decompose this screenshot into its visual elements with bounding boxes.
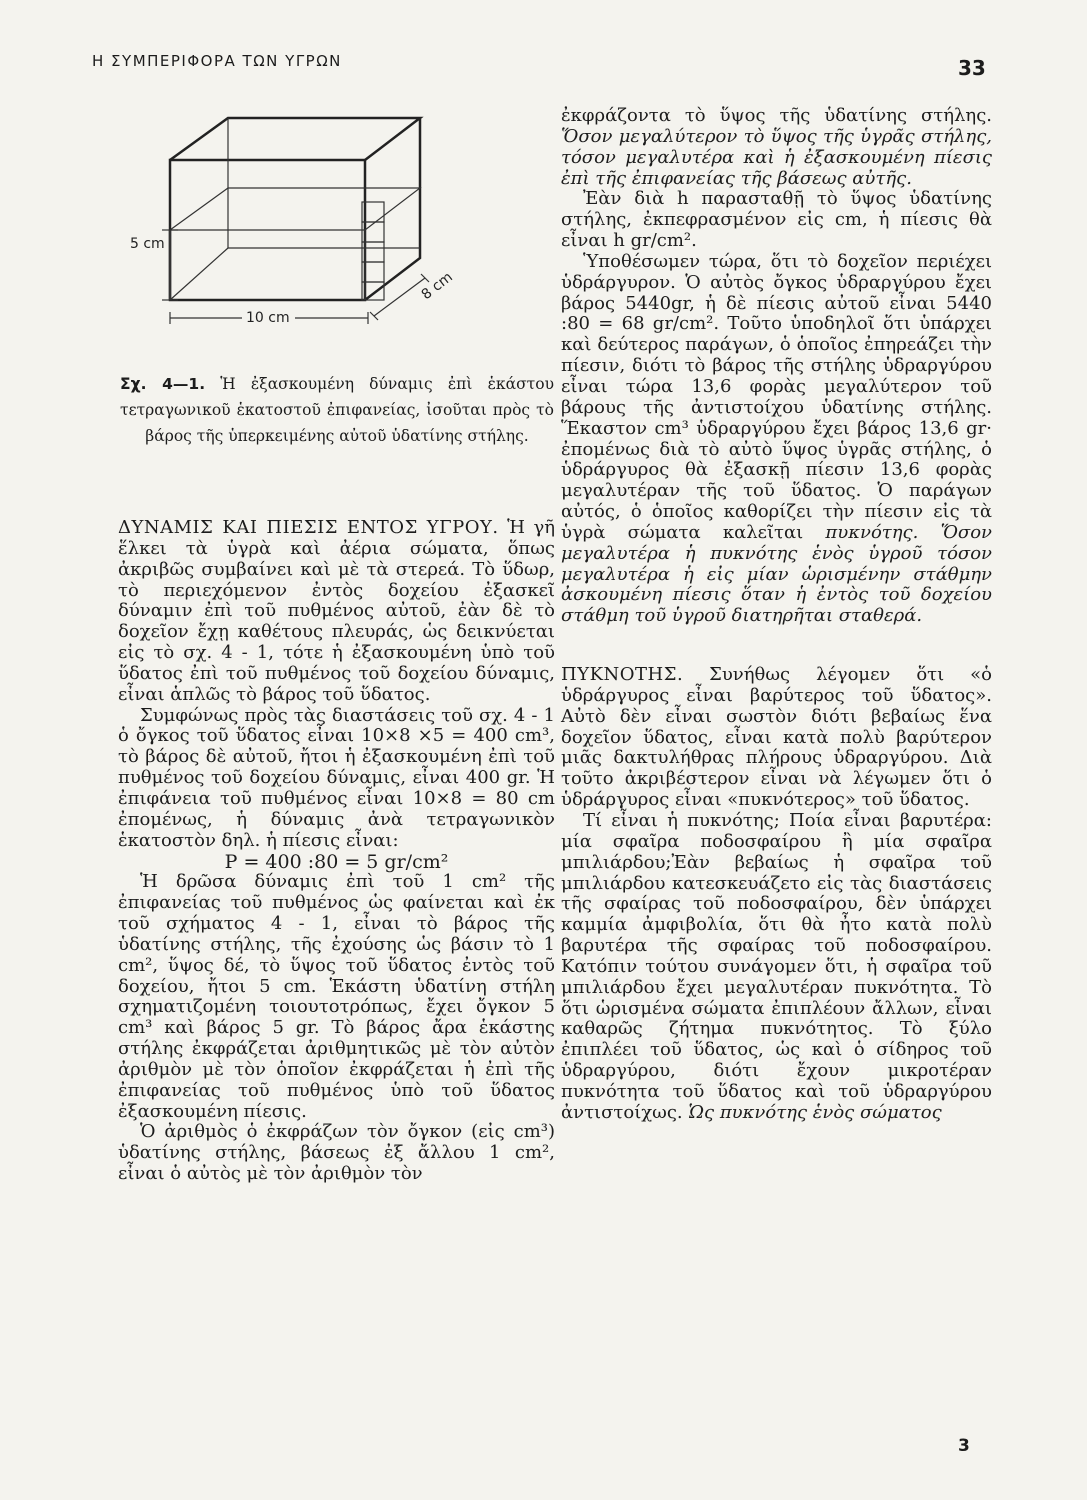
caption-label: Σχ. 4—1.: [120, 375, 206, 393]
figure-caption: [120, 371, 554, 449]
caption-text: Ἡ ἐξασκουμένη δύναμις ἐπὶ ἑκάστου τετραγωνικοῦ ἑκατοστοῦ ἐπιφανείας, ἰσοῦται πρὸς τὸ βάρος τῆς ὑπερκειμένης αὐτοῦ ὑδατίνης στήλης.: [120, 375, 554, 445]
depth-label: 8 cm: [418, 269, 456, 304]
height-label: 5 cm: [130, 236, 165, 252]
paragraph-text: ἐκφράζοντα τὸ ὕψος τῆς ὑδατίνης στήλης.: [561, 105, 992, 126]
depth-dimension: [374, 278, 425, 316]
page-number: 33: [958, 56, 986, 80]
folio: 3: [958, 1436, 970, 1456]
paragraph: Ἐὰν διὰ h παρασταθῇ τὸ ὕψος ὑδατίνης στήλης, ἐκπεφρασμένον εἰς cm, ἡ πίεσις θὰ εἶναι h gr/cm².: [561, 188, 992, 252]
top-face: [170, 118, 420, 160]
right-column: [561, 106, 992, 1124]
paragraph-text: Ἡ γῆ ἕλκει τὰ ὑγρὰ καὶ ἀέρια σώματα, ὅπως ἀκριβῶς συμβαίνει καὶ μὲ τὰ στερεά. Τὸ ὕδωρ, τὸ περιεχόμενον ἐντὸς δοχείου ἐξασκεῖ δύναμιν ἐπὶ τοῦ πυθμένος αὐτοῦ, ἐὰν δὲ τὸ δοχεῖον ἔχῃ καθέτους πλευράς, ὡς δεικνύεται εἰς τὸ σχ. 4 - 1, τότε ἡ ἐξασκουμένη ὑπὸ τοῦ ὕδατος ἐπὶ τοῦ πυθμένος τοῦ δοχείου δύναμις, εἶναι ἁπλῶς τὸ βάρος τοῦ ὕδατος.: [118, 517, 555, 705]
paragraph-text: Ὑποθέσωμεν τώρα, ὅτι τὸ δοχεῖον περιέχει ὑδράργυρον. Ὁ αὐτὸς ὄγκος ὑδραργύρου ἔχει βάρος 5440gr, ἡ δὲ πίεσις αὐτοῦ εἶναι 5440 :80 = 68 gr/cm². Τοῦτο ὑποδηλοῖ ὅτι ὑπάρχει καὶ δεύτερος παράγων, ὁ ὁποῖος ἐπηρεάζει τὴν πίεσιν, διότι τὸ βάρος τῆς στήλης ὑδραργύρου εἶναι τώρα 13,6 φορὰς μεγαλύτερον τοῦ βάρους τῆς ἀντιστοίχου ὑδατίνης στήλης. Ἕκαστον cm³ ὑδραργύρου ἔχει βάρος 13,6 gr· ἐπομένως διὰ τὸ αὐτὸ ὕψος ὑγρᾶς στήλης, ὁ ὑδράργυρος θὰ ἐξασκῇ πίεσιν 13,6 φορὰς μεγαλυτέραν τῆς τοῦ ὕδατος. Ὁ παράγων αὐτός, ὁ ὁποῖος καθορίζει τὴν πίεσιν εἰς τὰ ὑγρὰ σώματα καλεῖται: [561, 250, 992, 543]
emphasis: Ὅσον μεγαλύτερον τὸ ὕψος τῆς ὑγρᾶς στήλης, τόσον μεγαλυτέρα καὶ ἡ ἐξασκουμένη πίεσις ἐπὶ τῆς ἐπιφανείας τῆς βάσεως αὐτῆς.: [561, 125, 992, 189]
paragraph: Ἡ δρῶσα δύναμις ἐπὶ τοῦ 1 cm² τῆς ἐπιφανείας τοῦ πυθμένος ὡς φαίνεται καὶ ἐκ τοῦ σχήματος 4 - 1, εἶναι τὸ βάρος τῆς ὑδατίνης στήλης, τῆς ἐχούσης ὡς βάσιν τὸ 1 cm², ὕψος δέ, τὸ ὕψος τοῦ ὕδατος ἐντὸς τοῦ δοχείου, ἤτοι 5 cm. Ἑκάστη ὑδατίνη στήλη σχηματιζομένη τοιουτοτρόπως, ἔχει ὄγκον 5 cm³ καὶ βάρος 5 gr. Τὸ βάρος ἄρα ἑκάστης στήλης ἐκφράζεται ἀριθμητικῶς μὲ τὸν αὐτὸν ἀριθμὸν μὲ τὸν ὁποῖον ἐκφράζεται ἡ ἐπὶ τῆς ἐπιφανείας τοῦ πυθμένος ὑπὸ τοῦ ὕδατος ἐξασκουμένη πίεσις.: [118, 871, 555, 1122]
running-title: Η ΣΥΜΠΕΡΙΦΟΡΑ ΤΩΝ ΥΓΡΩΝ: [92, 52, 342, 70]
section-heading: ΔΥΝΑΜΙΣ ΚΑΙ ΠΙΕΣΙΣ ΕΝΤΟΣ ΥΓΡΟΥ.: [118, 517, 499, 538]
paragraph: Ὁ ἀριθμὸς ὁ ἐκφράζων τὸν ὄγκον (εἰς cm³) ὑδατίνης στήλης, βάσεως ἐξ ἄλλου 1 cm², εἶναι ὁ αὐτὸς μὲ τὸν ἀριθμὸν τὸν: [118, 1121, 555, 1185]
width-label: 10 cm: [246, 310, 290, 326]
container-diagram: [130, 100, 530, 350]
section-heading: ΠΥΚΝΟΤΗΣ.: [561, 664, 684, 686]
paragraph: Συμφώνως πρὸς τὰς διαστάσεις τοῦ σχ. 4 - 1 ὁ ὄγκος τοῦ ὕδατος εἶναι 10×8 ×5 = 400 cm³, τὸ βάρος δὲ αὐτοῦ, ἤτοι ἡ ἐξασκουμένη ἐπὶ τοῦ πυθμένος τοῦ δοχείου δύναμις, εἶναι 400 gr. Ἡ ἐπιφάνεια τοῦ πυθμένος εἶναι 10×8 = 80 cm ἐπομένως, ἡ δύναμις ἀνὰ τετραγωνικὸν ἑκατοστὸν δηλ. ἡ πίεσις εἶναι:: [118, 704, 555, 851]
equation: P = 400 :80 = 5 gr/cm²: [224, 850, 449, 873]
paragraph-text: Τί εἶναι ἡ πυκνότης; Ποία εἶναι βαρυτέρα: μία σφαῖρα ποδοσφαίρου ἢ μία σφαῖρα μπιλιάρδου;Ἐὰν βεβαίως ἡ σφαῖρα τοῦ μπιλιάρδου κατεσκευάζετο εἰς τὰς διαστάσεις τῆς σφαίρας τοῦ ποδοσφαίρου, δὲν ὑπάρχει καμμία ἀμφιβολία, ὅτι θὰ ἦτο κατὰ πολὺ βαρυτέρα τῆς σφαίρας τοῦ ποδοσφαίρου. Κατόπιν τούτου συνάγομεν ὅτι, ἡ σφαῖρα τοῦ μπιλιάρδου ἔχει μεγαλυτέραν πυκνότητα. Τὸ ὅτι ὡρισμένα σώματα ἐπιπλέουν ἄλλων, εἶναι καθαρῶς ζήτημα πυκνότητος. Τὸ ξύλο ἐπιπλέει τοῦ ὕδατος, ὡς καὶ ὁ σίδηρος τοῦ ὑδραργύρου, διότι ἔχουν μικροτέραν πυκνότητα τοῦ ὕδατος καὶ τοῦ ὑδραργύρου ἀντιστοίχως.: [561, 810, 992, 1123]
emphasis: Ὡς πυκνότης ἑνὸς σώματος: [688, 1101, 942, 1123]
water-surface: [170, 188, 420, 230]
term: πυκνότης.: [825, 521, 919, 543]
paragraph-text: Συνήθως λέγομεν ὅτι «ὁ ὑδράργυρος εἶναι βαρύτερος τοῦ ὕδατος». Αὐτὸ δὲν εἶναι σωστὸν διότι βεβαίως ἕνα δοχεῖον ὕδατος, εἶναι κατὰ πολὺ βαρύτερον μιᾶς δακτυλήθρας πλήρους ὑδραργύρου. Διὰ τοῦτο ἀκριβέστερον εἶναι νὰ λέγωμεν ὅτι ὁ ὑδράργυρος εἶναι «πυκνότερος» τοῦ ὕδατος.: [561, 664, 992, 811]
paragraph: [118, 518, 555, 706]
paragraph: [561, 811, 992, 1124]
emphasis: Ὅσον μεγαλυτέρα ἡ πυκνότης ἑνὸς ὑγροῦ τόσον μεγαλυτέρα ἡ εἰς μίαν ὡρισμένην στάθμην ἀσκουμένη πίεσις ὅταν ἡ ἐντὸς τοῦ δοχείου στάθμη τοῦ ὑγροῦ διατηρῆται σταθερά.: [561, 521, 992, 627]
paragraph: [561, 665, 992, 811]
hidden-edge: [170, 248, 228, 300]
paragraph: [561, 252, 992, 627]
figure-container-diagram: [130, 100, 530, 350]
left-column: [118, 518, 555, 1185]
paragraph: [561, 106, 992, 189]
